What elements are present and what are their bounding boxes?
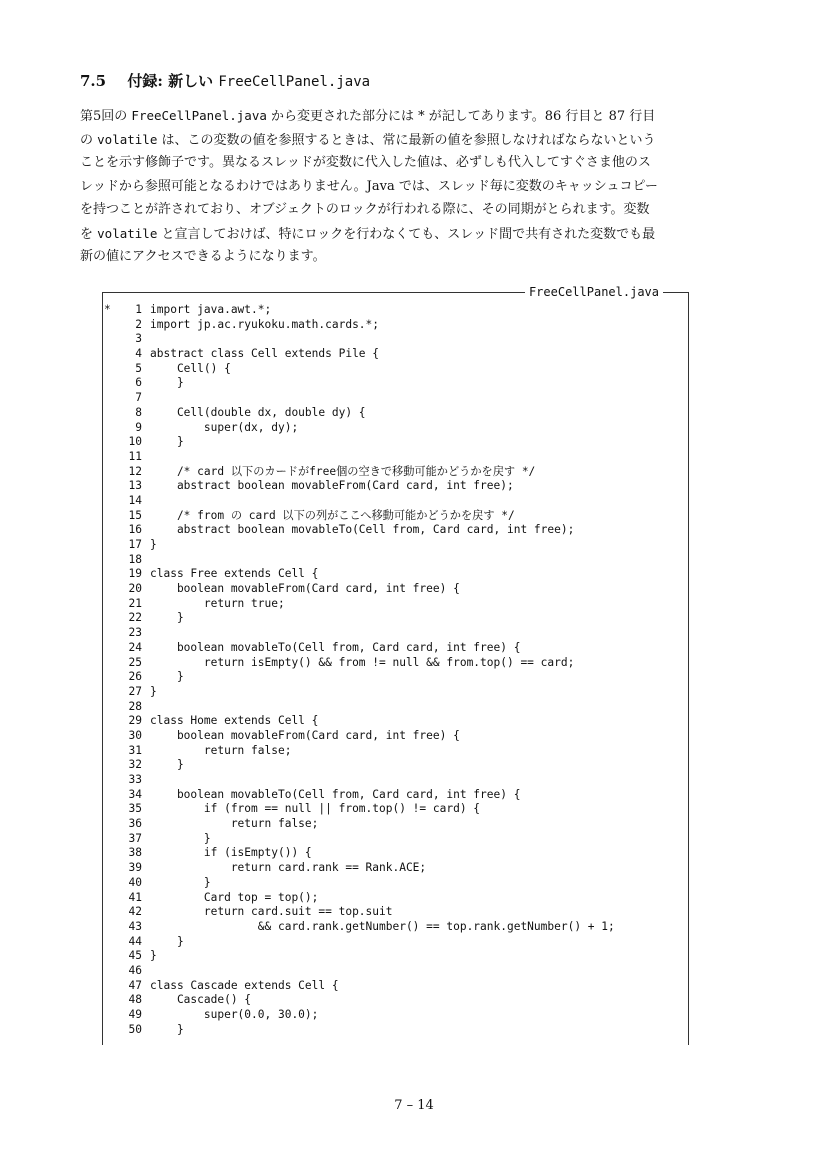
code-text: Cell(double dx, double dy) { (150, 405, 366, 419)
line-number: 35 (128, 802, 142, 816)
line-number: 22 (128, 611, 142, 625)
code-line (104, 494, 684, 509)
paragraph-line (80, 104, 720, 128)
code-text: return card.suit == top.suit (150, 905, 393, 919)
line-number: 50 (128, 1022, 142, 1036)
paragraph-line: 新の値にアクセスできるようになります。 (80, 249, 326, 264)
code-text: abstract class Cell extends Pile { (150, 347, 380, 361)
code-line (104, 567, 684, 582)
line-number: 9 (135, 420, 142, 434)
line-number: 43 (128, 919, 142, 933)
text-run: から変更された部分には * が記してあります。86 行目と 87 行目 (271, 109, 656, 124)
inline-code: FreeCellPanel.java (131, 108, 267, 123)
code-line (104, 523, 684, 538)
code-text: boolean movableTo(Cell from, Card card, int free) { (150, 640, 521, 654)
code-text: } (150, 1022, 184, 1036)
code-line (104, 876, 684, 891)
line-number: 4 (135, 347, 142, 361)
line-number: 26 (128, 670, 142, 684)
line-number: 49 (128, 1008, 142, 1021)
code-text: super(0.0, 30.0); (150, 1008, 319, 1021)
code-text: abstract boolean movableTo(Cell from, Card card, int free); (150, 523, 575, 537)
code-text: } (150, 376, 184, 390)
code-line (104, 802, 684, 817)
inline-code: volatile (97, 225, 158, 241)
paragraph-line: レッドから参照可能となるわけではありません。Java では、スレッド毎に変数のキャッシュコピー (80, 178, 658, 194)
code-text: return isEmpty() && from != null && from.top() == card; (150, 655, 575, 669)
line-number: 31 (128, 743, 142, 757)
line-number: 14 (128, 493, 142, 507)
code-text: } (150, 670, 184, 684)
code-text: Card top = top(); (150, 890, 319, 904)
line-number: 38 (128, 846, 142, 860)
code-line (104, 582, 684, 597)
text-run: を (80, 226, 94, 242)
paragraph-line: ことを示す修飾子です。異なるスレッドが変数に代入した値は、必ずしも代入してすぐさま他のス (80, 155, 651, 170)
code-line (104, 318, 684, 333)
code-line (104, 611, 684, 626)
line-number: 7 (135, 391, 142, 405)
text-run: と宣言しておけば、特にロックを行わなくても、スレッド間で共有された変数でも最 (161, 226, 656, 242)
paragraph-line: を持つことが許されており、オブジェクトのロックが行われる際に、その同期がとられます。変数 (80, 202, 650, 217)
line-number: 19 (128, 567, 142, 581)
code-text: boolean movableTo(Cell from, Card card, int free) { (150, 787, 521, 801)
code-line (104, 964, 684, 979)
code-text: boolean movableFrom(Card card, int free) { (150, 728, 460, 742)
code-line (104, 509, 684, 524)
code-line (104, 920, 684, 935)
change-marker: * (104, 303, 111, 316)
line-number: 10 (128, 435, 142, 449)
line-number: 11 (128, 449, 142, 463)
line-number: 27 (128, 684, 142, 698)
line-number: 21 (128, 596, 142, 610)
code-text: return false; (150, 743, 292, 757)
code-text: } (150, 831, 211, 845)
code-text: class Cascade extends Cell { (150, 978, 339, 992)
code-line (104, 846, 684, 861)
code-line (104, 744, 684, 759)
section-title-filename: FreeCellPanel.java (218, 74, 371, 90)
paragraph-line (80, 222, 720, 246)
code-line (104, 832, 684, 847)
code-line (104, 553, 684, 568)
code-line (104, 435, 684, 450)
code-line (104, 450, 684, 465)
line-number: 5 (135, 361, 142, 375)
code-line (104, 949, 684, 964)
code-line (104, 641, 684, 656)
code-text: } (150, 934, 184, 948)
page-number: 7 – 14 (394, 1098, 434, 1113)
text-run: は、この変数の値を参照するときは、常に最新の値を参照しなければならないという (161, 132, 656, 148)
line-number: 36 (128, 817, 142, 831)
code-text: } (150, 949, 157, 963)
code-text: super(dx, dy); (150, 420, 299, 434)
line-number: 8 (135, 405, 142, 419)
code-text: import jp.ac.ryukoku.math.cards.*; (150, 317, 380, 331)
line-number: 32 (128, 758, 142, 772)
line-number: 12 (128, 464, 142, 478)
code-line (104, 773, 684, 788)
line-number: 6 (135, 376, 142, 390)
listing-frame-left (102, 292, 103, 1045)
code-text: && card.rank.getNumber() == top.rank.getNumber() + 1; (150, 919, 615, 933)
line-number: 37 (128, 831, 142, 845)
code-line (104, 303, 684, 318)
line-number: 29 (128, 714, 142, 728)
code-text: class Home extends Cell { (150, 714, 319, 728)
listing-frame-right (688, 292, 689, 1045)
code-text: } (150, 538, 157, 551)
code-line (104, 406, 684, 421)
code-line (104, 935, 684, 950)
section-heading (80, 70, 370, 91)
line-number: 15 (128, 508, 142, 522)
line-number: 13 (128, 479, 142, 493)
line-number: 2 (135, 317, 142, 331)
code-line (104, 1008, 684, 1023)
code-text: class Free extends Cell { (150, 567, 319, 581)
code-text: boolean movableFrom(Card card, int free) { (150, 582, 460, 596)
code-line (104, 347, 684, 362)
code-text: } (150, 758, 184, 772)
line-number: 44 (128, 934, 142, 948)
intro-paragraph (80, 104, 720, 269)
text-run: の (80, 132, 94, 148)
code-line (104, 465, 684, 480)
line-number: 40 (128, 875, 142, 889)
code-line (104, 656, 684, 671)
line-number: 25 (128, 655, 142, 669)
code-text: } (150, 684, 157, 698)
code-listing (104, 303, 684, 1037)
section-number: 7.5 (80, 72, 107, 90)
line-number: 23 (128, 626, 142, 640)
line-number: 24 (128, 640, 142, 654)
code-line (104, 685, 684, 700)
code-line (104, 421, 684, 436)
line-number: 41 (128, 890, 142, 904)
section-title-prefix: 付録: 新しい (127, 72, 214, 90)
code-line (104, 891, 684, 906)
code-line (104, 905, 684, 920)
code-line (104, 670, 684, 685)
code-text: Cell() { (150, 361, 231, 375)
text-run: 第5回の (80, 109, 128, 124)
code-text: /* card 以下のカードがfree個の空きで移動可能かどうかを戻す */ (150, 464, 536, 478)
line-number: 30 (128, 728, 142, 742)
code-line (104, 597, 684, 612)
line-number: 3 (135, 332, 142, 346)
code-text: return card.rank == Rank.ACE; (150, 861, 427, 875)
code-line (104, 376, 684, 391)
code-line (104, 714, 684, 729)
code-line (104, 758, 684, 773)
code-line (104, 626, 684, 641)
code-text: Cascade() { (150, 993, 252, 1007)
code-line (104, 993, 684, 1008)
line-number: 34 (128, 787, 142, 801)
code-line (104, 332, 684, 347)
line-number: 42 (128, 905, 142, 919)
code-text: if (from == null || from.top() != card) { (150, 802, 481, 816)
line-number: 45 (128, 949, 142, 963)
code-text: return false; (150, 817, 319, 831)
code-line (104, 1023, 684, 1038)
line-number: 20 (128, 582, 142, 596)
code-line (104, 700, 684, 715)
line-number: 17 (128, 538, 142, 551)
code-text: if (isEmpty()) { (150, 846, 312, 860)
line-number: 1 (135, 303, 142, 316)
code-line (104, 479, 684, 494)
code-line (104, 391, 684, 406)
line-number: 18 (128, 552, 142, 566)
line-number: 16 (128, 523, 142, 537)
line-number: 47 (128, 978, 142, 992)
paragraph-line (80, 128, 720, 152)
code-text: abstract boolean movableFrom(Card card, int free); (150, 479, 514, 493)
code-line (104, 861, 684, 876)
code-line (104, 538, 684, 553)
code-text: } (150, 435, 184, 449)
line-number: 33 (128, 773, 142, 786)
code-text: import java.awt.*; (150, 303, 272, 316)
code-line (104, 362, 684, 377)
code-text: } (150, 611, 184, 625)
code-line (104, 817, 684, 832)
code-text: return true; (150, 596, 285, 610)
code-text: } (150, 875, 211, 889)
listing-filename: FreeCellPanel.java (525, 285, 663, 299)
code-line (104, 788, 684, 803)
code-text: /* from の card 以下の列がここへ移動可能かどうかを戻す */ (150, 508, 515, 522)
code-line (104, 979, 684, 994)
line-number: 28 (128, 699, 142, 713)
line-number: 46 (128, 963, 142, 977)
line-number: 39 (128, 861, 142, 875)
code-line (104, 729, 684, 744)
line-number: 48 (128, 993, 142, 1007)
inline-code: volatile (97, 131, 158, 147)
